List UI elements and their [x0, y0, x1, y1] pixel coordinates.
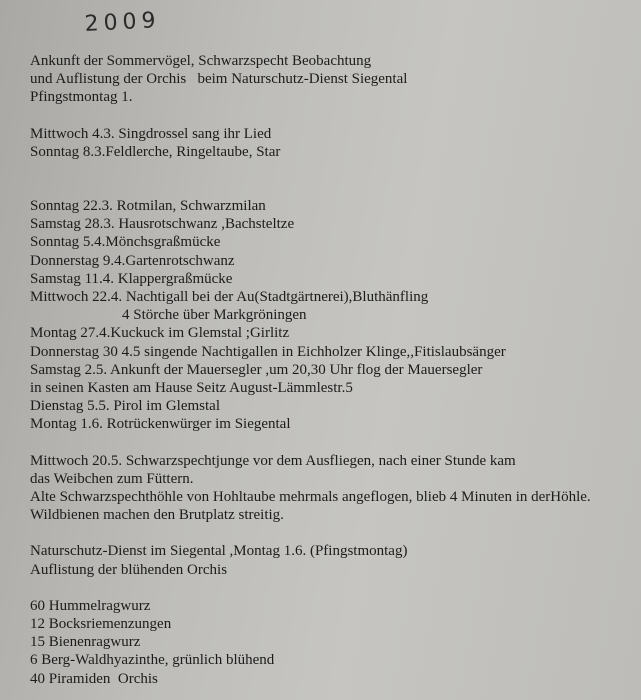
black-woodpecker-section [30, 452, 635, 525]
text-line: Dienstag 5.5. Pirol im Glemstal [30, 398, 220, 415]
text-line: Pfingstmontag 1. [30, 89, 133, 106]
orchid-list [30, 597, 635, 688]
text-line: Donnerstag 9.4.Gartenrotschwanz [30, 252, 235, 269]
text-line: Ankunft der Sommervögel, Schwarzspecht Beobachtung [30, 53, 372, 69]
list-item: 60 Hummelragwurz [30, 597, 151, 614]
text-line: Mittwoch 4.3. Singdrossel sang ihr Lied [30, 125, 272, 142]
text-line: Sonntag 22.3. Rotmilan, Schwarzmilan [30, 198, 266, 215]
list-item: 40 Piramiden Orchis [30, 670, 158, 687]
text-line: Montag 27.4.Kuckuck im Glemstal ;Girlitz [30, 325, 290, 342]
text-line: Sonntag 5.4.Mönchsgraßmücke [30, 234, 221, 251]
handwritten-year: 2009 [84, 8, 162, 37]
list-item: 6 Berg-Waldhyazinthe, grünlich blühend [30, 652, 275, 669]
text-line: Mittwoch 20.5. Schwarzspechtjunge vor dem Ausfliegen, nach einer Stunde kam [30, 452, 516, 469]
text-line: Auflistung der blühenden Orchis [30, 561, 228, 578]
text-line: Naturschutz-Dienst im Siegental ,Montag 1.6. (Pfingstmontag) [30, 543, 408, 560]
text-line: das Weibchen zum Füttern. [30, 470, 194, 487]
text-line: Alte Schwarzspechthöhle von Hohltaube mehrmals angeflogen, blieb 4 Minuten in derHöhle. [30, 489, 591, 506]
text-line: und Auflistung der Orchis beim Naturschutz-Dienst Siegental [30, 71, 408, 88]
text-line: Sonntag 8.3.Feldlerche, Ringeltaube, Star [30, 143, 281, 160]
list-item: 15 Bienenragwurz [30, 634, 141, 651]
arrivals-list-section [30, 197, 635, 434]
orchid-heading-section [30, 542, 635, 578]
text-line: 4 Störche über Markgröningen [122, 307, 307, 324]
document-body [30, 52, 635, 688]
text-line: Samstag 2.5. Ankunft der Mauersegler ,um 20,30 Uhr flog der Mauersegler [30, 361, 483, 378]
text-line: Wildbienen machen den Brutplatz streitig. [30, 507, 284, 524]
intro-section [30, 52, 635, 107]
text-line: in seinen Kasten am Hause Seitz August-Lämmlestr.5 [30, 380, 353, 397]
early-arrivals-section [30, 125, 635, 161]
text-line: Mittwoch 22.4. Nachtigall bei der Au(Stadtgärtnerei),Bluthänfling [30, 289, 429, 306]
text-line: Montag 1.6. Rotrückenwürger im Siegental [30, 416, 291, 433]
list-item: 12 Bocksriemenzungen [30, 616, 172, 633]
text-line: Samstag 11.4. Klappergraßmücke [30, 270, 233, 287]
text-line: Samstag 28.3. Hausrotschwanz ,Bachsteltze [30, 216, 295, 233]
text-line: Donnerstag 30 4.5 singende Nachtigallen in Eichholzer Klinge,,Fitislaubsänger [30, 343, 506, 360]
